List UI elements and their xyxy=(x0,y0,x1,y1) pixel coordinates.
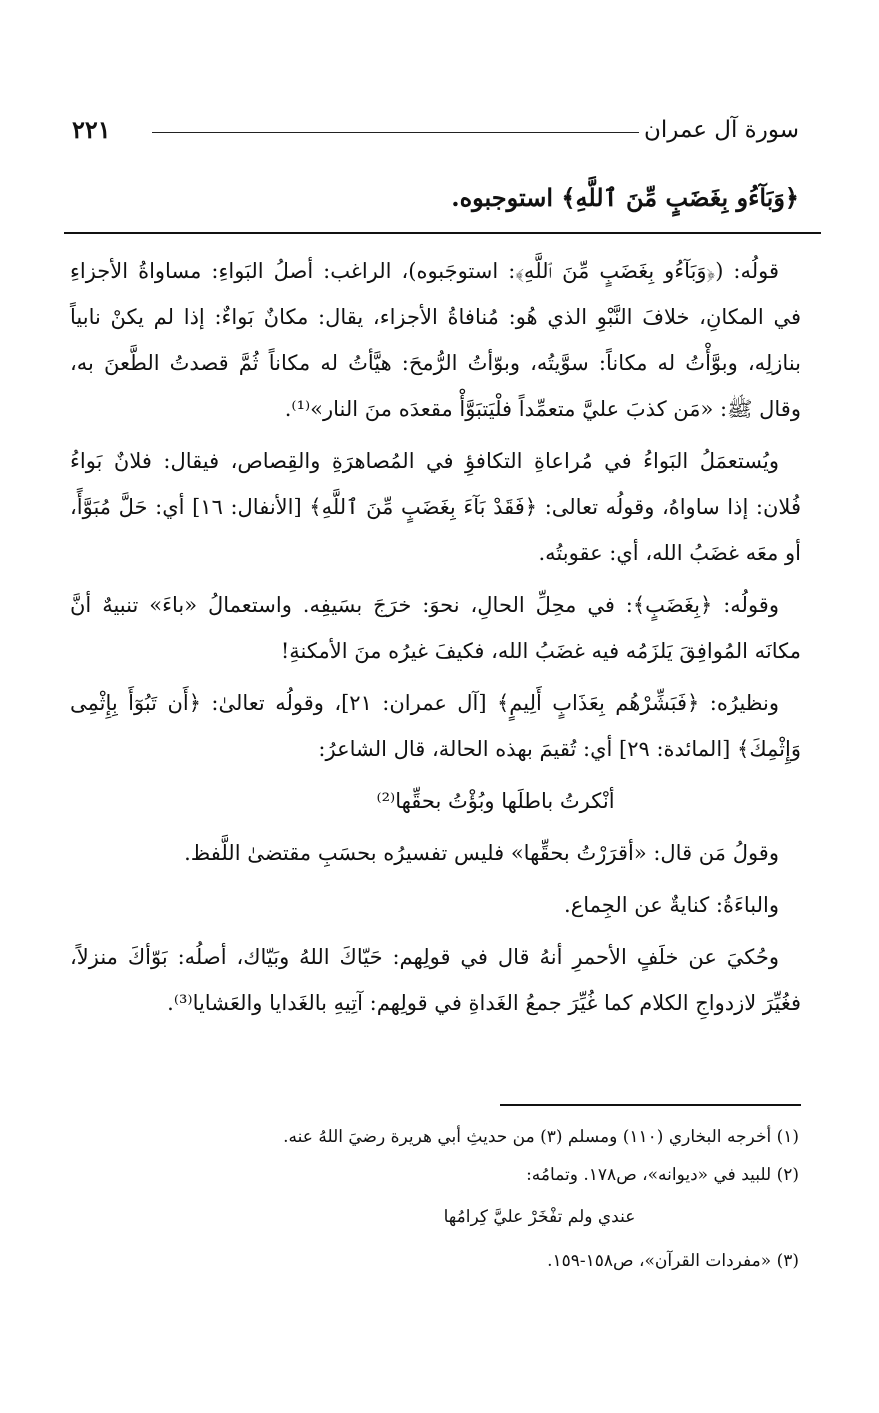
page-header xyxy=(72,110,799,150)
footnote-2: (٢) للبيد في «ديوانه»، ص١٧٨. وتمامُه: xyxy=(526,1165,799,1185)
header-divider xyxy=(152,132,639,133)
surah-title: سورة آل عمران xyxy=(643,117,799,143)
paragraph: ويُستعمَلُ البَواءُ في مُراعاةِ التكافؤِ في المُصاهرَةِ والقِصاص، فيقال: فلانٌ بَواءُ فُلان: إذا ساواهُ، وقولُه تعالى: ﴿فَقَدْ بَآءَ بِغَضَبٍ مِّنَ ٱللَّهِ﴾ [الأنفال: ١٦] أي: حَلَّ مُبَوَّأً، أو معَه غضَبُ الله، أي: عقوبتُه. xyxy=(70,449,801,565)
commentary-body xyxy=(70,248,801,1032)
paragraph: ونظيرُه: ﴿فَبَشِّرْهُم بِعَذَابٍ أَلِيمٍ﴾ [آل عمران: ٢١]، وقولُه تعالىٰ: ﴿أَن تَبُوٓأَ بِإِثْمِى وَإِثْمِكَ﴾ [المائدة: ٢٩] أي: تُقيمَ بهذه الحالة، قال الشاعرُ: xyxy=(70,691,801,761)
paragraph: والباءَةُ: كنايةٌ عن الجِماع. xyxy=(564,893,779,917)
paragraph: وقولُه: ﴿بِغَضَبٍ﴾: في محِلِّ الحالِ، نحوَ: خرَجَ بسَيفِه. واستعمالُ «باءَ» تنبيهٌ أنَّ مكانَه المُوافِقَ يَلزَمُه فيه غضَبُ الله، فكيفَ غيرُه منَ الأمكنةِ! xyxy=(70,593,801,663)
verse-heading: ﴿وَبَآءُو بِغَضَبٍ مِّنَ ٱللَّهِ﴾ استوجبوه. xyxy=(451,183,799,212)
footnote-3: (٣) «مفردات القرآن»، ص١٥٨-١٥٩. xyxy=(547,1251,799,1271)
footnote-2-verse: عندي ولم تفْخَرْ عليَّ كِرامُها xyxy=(443,1207,636,1227)
page-number: ٢٢١ xyxy=(72,115,111,144)
footnotes xyxy=(120,1120,799,1282)
paragraph: وقولُ مَن قال: «أقرَرْتُ بحقِّها» فليس تفسيرُه بحسَبِ مقتضىٰ اللَّفظ. xyxy=(184,841,779,865)
verse-heading-rule xyxy=(64,232,821,234)
poem-line: أنْكرتُ باطلَها وبُؤْتُ بحقِّها⁽²⁾ xyxy=(376,789,615,813)
footnote-divider xyxy=(500,1104,801,1106)
footnote-1: (١) أخرجه البخاري (١١٠) ومسلم (٣) من حديثِ أبي هريرة رضيَ اللهُ عنه. xyxy=(283,1127,799,1147)
paragraph: قولُه: (﴿وَبَآءُو بِغَضَبٍ مِّنَ ٱللَّهِ﴾: استوجَبوه)، الراغب: أصلُ البَواءِ: مساواةُ الأجزاءِ في المكانِ، خلافَ النَّبْوِ الذي هُو: مُنافاةُ الأجزاء، يقال: مكانٌ بَواءٌ: إذا لم يكنْ نابياً بنازلِه، وبوَّأْتُ له مكاناً: سوَّيتُه، وبوّأتُ الرُّمحَ: هيَّأتُ له مكاناً ثُمَّ قصدتُ الطَّعنَ به، وقال ﷺ: «مَن كذبَ عليَّ متعمِّداً فلْيَتبَوَّأْ مقعدَه منَ النار»⁽¹⁾. xyxy=(70,259,801,421)
paragraph: وحُكيَ عن خلَفٍ الأحمرِ أنهُ قال في قولِهم: حَيّاكَ اللهُ وبَيّاك، أصلُه: بَوّأكَ منزلاً، فغُيِّرَ لازدواجِ الكلام كما غُيِّرَ جمعُ الغَداةِ في قولِهم: آتِيهِ بالغَدايا والعَشايا⁽³⁾. xyxy=(70,945,801,1015)
